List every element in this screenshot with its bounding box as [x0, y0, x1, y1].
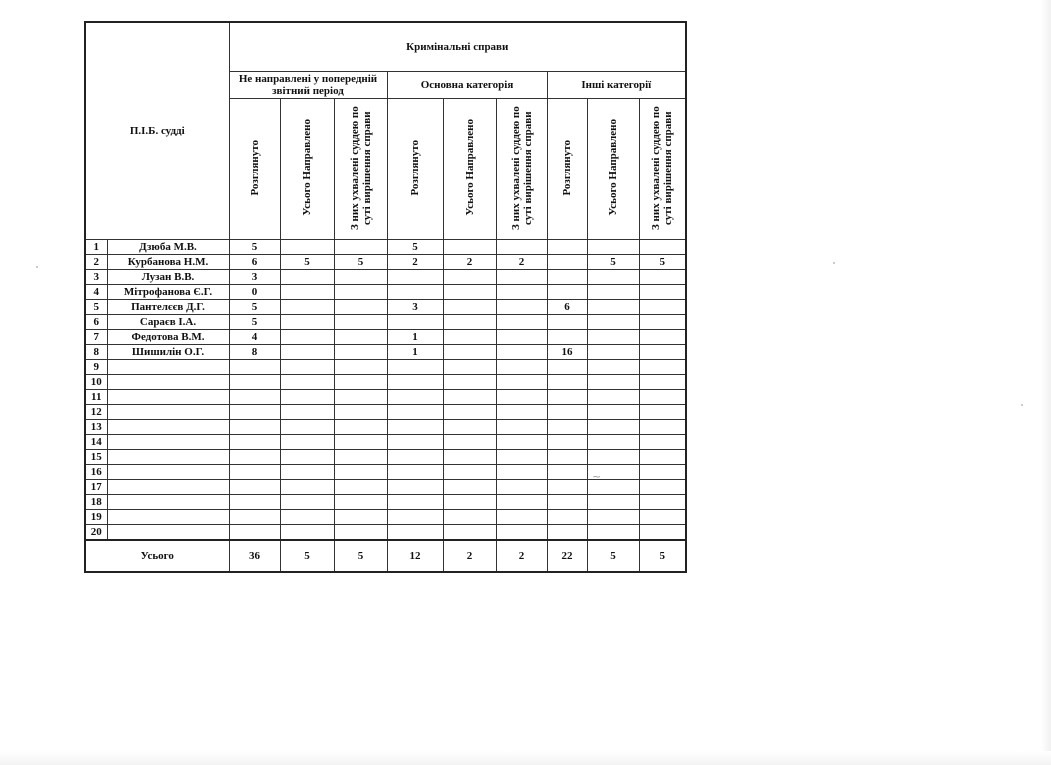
judge-name — [107, 360, 229, 375]
table-cell — [334, 405, 387, 420]
table-cell — [387, 315, 443, 330]
row-number: 18 — [85, 495, 107, 510]
row-number: 12 — [85, 405, 107, 420]
table-cell — [639, 240, 686, 255]
subcolumn-header — [639, 99, 686, 240]
total-cell: 12 — [387, 540, 443, 572]
table-cell — [280, 495, 334, 510]
judges-report-table — [84, 21, 687, 573]
table-cell — [443, 270, 496, 285]
judge-name — [107, 480, 229, 495]
table-cell — [547, 420, 587, 435]
subcolumn-header-label: З них ухвалені суддею по суті вирішення справи — [650, 105, 675, 230]
table-cell — [639, 345, 686, 360]
table-cell: 2 — [496, 255, 547, 270]
table-cell: 4 — [229, 330, 280, 345]
table-cell — [496, 330, 547, 345]
judge-name: Лузан В.В. — [107, 270, 229, 285]
table-cell — [587, 405, 639, 420]
table-cell: 16 — [547, 345, 587, 360]
table-row — [85, 270, 686, 285]
judge-name — [107, 405, 229, 420]
table-cell — [639, 405, 686, 420]
subcolumn-header-label: З них ухвалені суддею по суті вирішення справи — [348, 105, 373, 230]
table-cell — [334, 510, 387, 525]
table-cell — [334, 450, 387, 465]
table-cell — [587, 300, 639, 315]
table-cell — [280, 465, 334, 480]
table-cell — [280, 270, 334, 285]
criminal-cases-header: Кримінальні справи — [229, 22, 686, 72]
table-cell — [229, 510, 280, 525]
row-number: 4 — [85, 285, 107, 300]
table-cell — [229, 360, 280, 375]
table-cell — [280, 525, 334, 541]
table-cell — [547, 330, 587, 345]
table-cell — [280, 315, 334, 330]
table-cell — [443, 330, 496, 345]
table-cell: 2 — [443, 255, 496, 270]
table-cell — [496, 360, 547, 375]
row-number: 9 — [85, 360, 107, 375]
subcolumn-header — [229, 99, 280, 240]
table-cell — [496, 240, 547, 255]
table-cell — [639, 420, 686, 435]
table-cell: 5 — [387, 240, 443, 255]
table-cell: 5 — [229, 315, 280, 330]
judge-name: Федотова В.М. — [107, 330, 229, 345]
table-cell — [334, 420, 387, 435]
table-row — [85, 510, 686, 525]
judge-name — [107, 510, 229, 525]
row-number: 3 — [85, 270, 107, 285]
table-cell — [496, 450, 547, 465]
table-cell — [443, 390, 496, 405]
table-row — [85, 405, 686, 420]
table-cell — [496, 480, 547, 495]
subcolumn-header-label: З них ухвалені суддею по суті вирішення справи — [509, 105, 534, 230]
table-cell — [280, 435, 334, 450]
group-header-other-categories: Інші категорії — [547, 72, 686, 99]
table-cell — [443, 435, 496, 450]
table-cell — [639, 510, 686, 525]
subcolumn-header — [443, 99, 496, 240]
table-cell — [387, 360, 443, 375]
table-cell — [639, 300, 686, 315]
table-cell — [280, 330, 334, 345]
table-cell — [443, 465, 496, 480]
table-cell — [496, 300, 547, 315]
table-cell — [547, 270, 587, 285]
table-cell — [587, 270, 639, 285]
table-cell — [443, 375, 496, 390]
table-row — [85, 315, 686, 330]
table-cell — [547, 240, 587, 255]
table-row — [85, 240, 686, 255]
table-cell — [229, 495, 280, 510]
table-cell — [587, 525, 639, 541]
table-cell — [229, 480, 280, 495]
table-cell — [547, 510, 587, 525]
table-cell — [334, 480, 387, 495]
table-cell — [587, 495, 639, 510]
table-cell: 2 — [387, 255, 443, 270]
group-header-previous-period: Не направлені у попередній звітний період — [229, 72, 387, 99]
table-row — [85, 495, 686, 510]
table-cell — [334, 300, 387, 315]
total-cell: 2 — [496, 540, 547, 572]
judge-name: Шишилін О.Г. — [107, 345, 229, 360]
table-cell — [587, 450, 639, 465]
table-cell — [496, 435, 547, 450]
table-cell — [639, 330, 686, 345]
total-cell: 5 — [334, 540, 387, 572]
judge-name — [107, 435, 229, 450]
table-cell — [639, 315, 686, 330]
subcolumn-header-label: Усього Направлено — [607, 119, 619, 216]
row-number: 7 — [85, 330, 107, 345]
judge-name — [107, 390, 229, 405]
judge-name: Сараєв І.А. — [107, 315, 229, 330]
row-number: 6 — [85, 315, 107, 330]
table-cell — [443, 300, 496, 315]
table-cell — [639, 270, 686, 285]
table-cell — [547, 360, 587, 375]
table-cell — [547, 390, 587, 405]
table-cell — [496, 465, 547, 480]
subcolumn-header-label: Розглянуто — [409, 139, 421, 196]
table-cell — [496, 315, 547, 330]
table-cell — [547, 405, 587, 420]
table-cell — [587, 510, 639, 525]
judge-name — [107, 465, 229, 480]
table-cell — [443, 345, 496, 360]
table-cell — [334, 360, 387, 375]
subcolumn-header-label: Усього Направлено — [301, 119, 313, 216]
table-cell — [443, 285, 496, 300]
table-cell — [443, 315, 496, 330]
table-cell — [639, 375, 686, 390]
table-cell — [280, 285, 334, 300]
table-cell — [496, 375, 547, 390]
table-row — [85, 360, 686, 375]
scan-speck — [36, 266, 38, 268]
row-number: 11 — [85, 390, 107, 405]
table-cell — [229, 465, 280, 480]
table-cell — [387, 465, 443, 480]
table-cell — [639, 465, 686, 480]
table-cell — [229, 450, 280, 465]
table-cell — [280, 360, 334, 375]
judge-name: Дзюба М.В. — [107, 240, 229, 255]
table-cell: 1 — [387, 330, 443, 345]
table-cell — [229, 390, 280, 405]
table-cell — [639, 285, 686, 300]
row-number: 19 — [85, 510, 107, 525]
table-cell — [280, 480, 334, 495]
table-cell — [334, 240, 387, 255]
table-cell — [547, 315, 587, 330]
table-cell — [443, 420, 496, 435]
table-cell — [443, 240, 496, 255]
row-number: 1 — [85, 240, 107, 255]
table-row — [85, 285, 686, 300]
table-cell — [334, 270, 387, 285]
table-cell — [334, 525, 387, 541]
table-cell — [387, 270, 443, 285]
total-cell: 2 — [443, 540, 496, 572]
judge-name: Пантелєєв Д.Г. — [107, 300, 229, 315]
table-cell — [587, 360, 639, 375]
table-cell — [387, 285, 443, 300]
table-cell: 5 — [229, 300, 280, 315]
table-cell — [229, 525, 280, 541]
judge-name — [107, 420, 229, 435]
subcolumn-header-label: Розглянуто — [248, 139, 261, 196]
row-number: 14 — [85, 435, 107, 450]
table-cell — [639, 450, 686, 465]
table-cell — [443, 450, 496, 465]
table-cell — [547, 525, 587, 541]
table-cell — [280, 450, 334, 465]
table-cell — [587, 390, 639, 405]
table-cell — [334, 345, 387, 360]
table-cell — [496, 285, 547, 300]
row-number: 5 — [85, 300, 107, 315]
table-cell — [334, 330, 387, 345]
table-cell — [387, 375, 443, 390]
table-row — [85, 480, 686, 495]
table-cell — [587, 465, 639, 480]
table-cell — [443, 510, 496, 525]
table-cell — [496, 345, 547, 360]
row-number: 2 — [85, 255, 107, 270]
row-number: 17 — [85, 480, 107, 495]
table-cell — [587, 315, 639, 330]
table-cell — [334, 390, 387, 405]
table-cell — [334, 375, 387, 390]
judge-name: Курбанова Н.М. — [107, 255, 229, 270]
table-cell: 3 — [229, 270, 280, 285]
table-cell — [229, 405, 280, 420]
table-cell — [639, 360, 686, 375]
table-cell — [639, 390, 686, 405]
table-cell — [387, 435, 443, 450]
table-cell — [639, 435, 686, 450]
group-header-main-category: Основна категорія — [387, 72, 547, 99]
table-cell — [387, 480, 443, 495]
table-cell — [229, 420, 280, 435]
subcolumn-header — [496, 99, 547, 240]
table-cell — [547, 435, 587, 450]
table-row — [85, 300, 686, 315]
table-cell — [443, 405, 496, 420]
table-cell — [229, 435, 280, 450]
table-cell: 5 — [334, 255, 387, 270]
row-number: 10 — [85, 375, 107, 390]
table-cell — [587, 240, 639, 255]
subcolumn-header — [334, 99, 387, 240]
table-cell — [334, 315, 387, 330]
subcolumn-header — [280, 99, 334, 240]
table-cell: 5 — [639, 255, 686, 270]
table-row — [85, 435, 686, 450]
table-cell: 5 — [280, 255, 334, 270]
table-row — [85, 375, 686, 390]
total-cell: 5 — [280, 540, 334, 572]
subcolumn-header — [587, 99, 639, 240]
table-cell: 6 — [229, 255, 280, 270]
subcolumn-header-label: Усього Направлено — [463, 119, 476, 216]
table-cell: 0 — [229, 285, 280, 300]
table-cell — [547, 450, 587, 465]
table-cell — [587, 420, 639, 435]
table-cell — [387, 495, 443, 510]
table-cell — [280, 420, 334, 435]
table-cell — [639, 495, 686, 510]
table-cell — [443, 495, 496, 510]
table-cell — [496, 270, 547, 285]
table-cell — [334, 495, 387, 510]
table-row — [85, 450, 686, 465]
table-cell — [387, 390, 443, 405]
judge-name — [107, 450, 229, 465]
table-cell — [280, 240, 334, 255]
table-cell — [496, 405, 547, 420]
table-cell — [587, 345, 639, 360]
table-cell — [280, 390, 334, 405]
row-number: 15 — [85, 450, 107, 465]
judge-name — [107, 525, 229, 541]
table-cell — [496, 525, 547, 541]
table-cell — [280, 375, 334, 390]
total-cell: 36 — [229, 540, 280, 572]
table-cell — [496, 390, 547, 405]
row-number: 16 — [85, 465, 107, 480]
table-cell — [280, 405, 334, 420]
total-cell: 22 — [547, 540, 587, 572]
table-cell: 1 — [387, 345, 443, 360]
pen-mark: ~ — [592, 470, 602, 483]
total-label: Усього — [85, 540, 229, 572]
table-cell — [639, 480, 686, 495]
judge-name: Мітрофанова Є.Г. — [107, 285, 229, 300]
judge-name-header: П.І.Б. судді — [85, 22, 229, 240]
table-cell — [443, 360, 496, 375]
table-cell — [334, 465, 387, 480]
table-row — [85, 330, 686, 345]
subcolumn-header — [547, 99, 587, 240]
row-number: 20 — [85, 525, 107, 541]
table-row — [85, 345, 686, 360]
table-cell — [547, 480, 587, 495]
table-cell — [387, 510, 443, 525]
table-row — [85, 525, 686, 541]
table-cell — [443, 525, 496, 541]
scan-shadow-bottom — [0, 751, 1051, 765]
table-cell — [547, 495, 587, 510]
subcolumn-header-label: Розглянуто — [561, 139, 573, 196]
table-cell — [280, 345, 334, 360]
table-cell — [496, 420, 547, 435]
scan-speck — [833, 262, 835, 264]
table-cell — [587, 375, 639, 390]
table-cell — [496, 510, 547, 525]
table-cell — [587, 330, 639, 345]
table-cell: 3 — [387, 300, 443, 315]
table-cell — [547, 255, 587, 270]
table-cell — [639, 525, 686, 541]
table-cell — [280, 300, 334, 315]
scan-shadow-right — [1041, 0, 1051, 765]
scan-speck — [1021, 404, 1023, 406]
table-row — [85, 465, 686, 480]
judge-name — [107, 495, 229, 510]
table-cell: 6 — [547, 300, 587, 315]
table-cell — [334, 435, 387, 450]
judge-name — [107, 375, 229, 390]
table-cell — [547, 285, 587, 300]
table-cell — [587, 285, 639, 300]
table-cell — [387, 405, 443, 420]
table-cell: 8 — [229, 345, 280, 360]
table-cell — [387, 450, 443, 465]
table-cell — [387, 525, 443, 541]
subcolumn-header — [387, 99, 443, 240]
total-cell: 5 — [639, 540, 686, 572]
table-cell: 5 — [587, 255, 639, 270]
table-row — [85, 255, 686, 270]
row-number: 8 — [85, 345, 107, 360]
table-cell — [229, 375, 280, 390]
table-cell — [387, 420, 443, 435]
table-cell — [443, 480, 496, 495]
table-cell — [496, 495, 547, 510]
table-cell — [280, 510, 334, 525]
table-cell — [547, 465, 587, 480]
table-row — [85, 390, 686, 405]
table-cell — [547, 375, 587, 390]
table-cell — [587, 480, 639, 495]
table-cell — [334, 285, 387, 300]
table-row — [85, 420, 686, 435]
total-cell: 5 — [587, 540, 639, 572]
row-number: 13 — [85, 420, 107, 435]
table-cell — [587, 435, 639, 450]
table-cell: 5 — [229, 240, 280, 255]
